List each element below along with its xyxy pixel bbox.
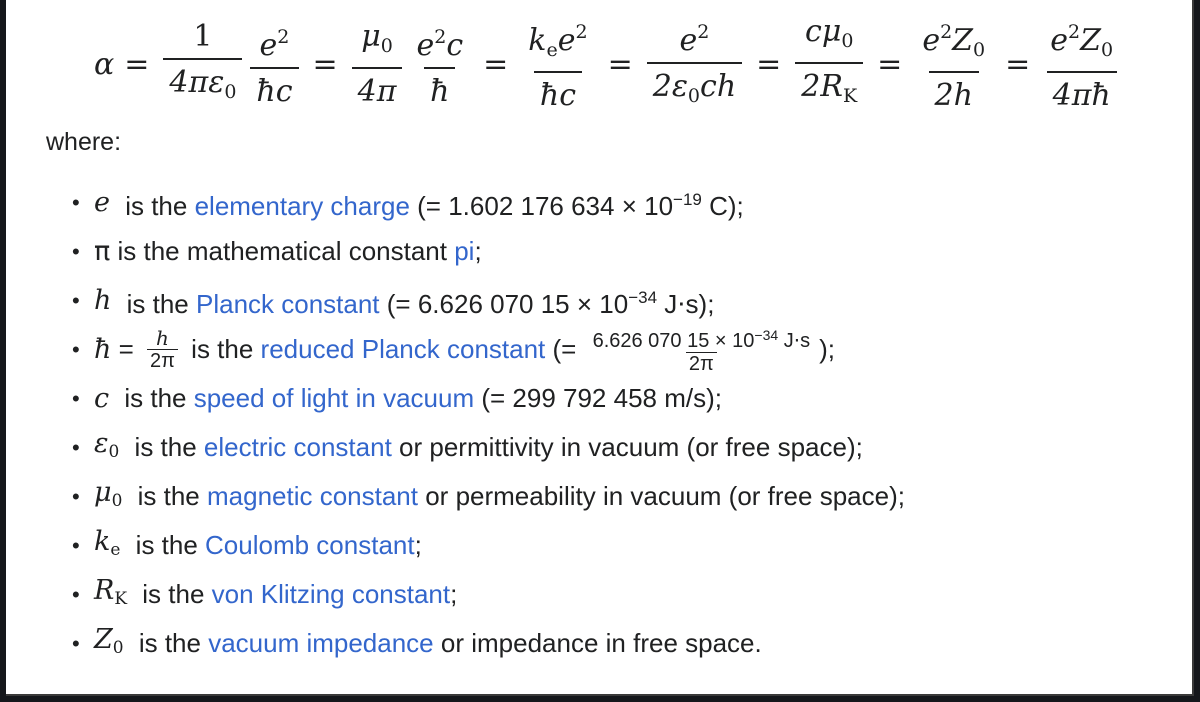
inline-fraction: $\frac{h}{2\pi}$: [147, 327, 178, 372]
list-item: • e is the elementary charge (= 1.602 176 $634 \times 10^{-19}$ C);: [72, 178, 905, 227]
symbol: c: [94, 383, 110, 414]
fine-structure-formula: [94, 14, 1123, 114]
symbol: h: [94, 285, 112, 316]
equals-sign: =: [607, 46, 633, 82]
fraction-1b: $\frac{e^2}{ħc}$: [250, 18, 298, 111]
fraction-6: $\frac{e^2Z_0}{2h}$: [922, 21, 986, 113]
fraction-5: $\frac{c\mu_0}{2R_K}$: [795, 13, 863, 115]
list-item: • π is the mathematical constant pi;: [72, 227, 905, 276]
equals-sign: =: [877, 46, 903, 82]
list-item: • $k_e$ is the Coulomb constant;: [72, 521, 905, 570]
list-item: • $Z_0$ is the vacuum impedance or impedance in free space.: [72, 619, 905, 668]
symbol: $k_e$: [94, 525, 121, 560]
definition-list: [72, 178, 905, 668]
equals-sign: =: [483, 46, 509, 82]
symbol: $\varepsilon_0$: [94, 427, 120, 462]
where-label: where:: [46, 128, 122, 156]
link-speed-of-light[interactable]: speed of light in vacuum: [193, 383, 475, 413]
fraction-1a: $\frac{1}{4\pi\varepsilon_0}$: [163, 18, 242, 111]
link-vacuum-impedance[interactable]: vacuum impedance: [208, 628, 434, 658]
link-elementary-charge[interactable]: elementary charge: [194, 190, 410, 221]
symbol: $\mu_0$: [94, 476, 123, 511]
document-panel: [6, 0, 1194, 696]
fraction-2a: $\frac{\mu_0}{4\pi}$: [352, 18, 403, 111]
equals-sign: =: [124, 46, 150, 82]
symbol: $Z_0$: [94, 623, 124, 658]
link-reduced-planck-constant[interactable]: reduced Planck constant: [260, 334, 546, 364]
list-item: • ħ = $\frac{h}{2\pi}$ is the reduced Planck constant (= $\frac{6.626 070 15 \times 10^{-34} J\cdot s}{2\pi}$ );: [72, 326, 835, 375]
link-pi[interactable]: pi: [454, 236, 475, 266]
equals-sign: =: [312, 46, 338, 82]
symbol: ħ: [94, 334, 112, 365]
link-electric-constant[interactable]: electric constant: [203, 432, 392, 462]
symbol: e: [94, 187, 110, 218]
equals-sign: =: [756, 46, 782, 82]
fraction-7: $\frac{e^2Z_0}{4\pi ħ}$: [1044, 13, 1119, 115]
list-item: • $R_K$ is the von Klitzing constant;: [72, 570, 905, 619]
link-von-klitzing-constant[interactable]: von Klitzing constant: [211, 579, 451, 609]
link-coulomb-constant[interactable]: Coulomb constant: [205, 530, 415, 560]
equals-sign: =: [1005, 46, 1031, 82]
list-item: • $\varepsilon_0$ is the electric constant or permittivity in vacuum (or free space);: [72, 423, 905, 472]
link-magnetic-constant[interactable]: magnetic constant: [206, 481, 418, 511]
fraction-4: $\frac{e^2}{2\varepsilon_0ch}$: [647, 13, 742, 115]
fraction-2b: $\frac{e^2c}{ħ}$: [416, 25, 464, 109]
fraction-3: $\frac{k_ee^2}{ħc}$: [528, 21, 588, 113]
formula-lhs: α: [94, 46, 115, 82]
list-item: • c is the speed of light in vacuum (= 299 792 458 m/s);: [72, 374, 905, 423]
list-item: • $\mu_0$ is the magnetic constant or permeability in vacuum (or free space);: [72, 472, 905, 521]
symbol: π: [94, 236, 111, 267]
symbol: $R_K$: [94, 574, 128, 609]
link-planck-constant[interactable]: Planck constant: [195, 288, 380, 319]
list-item: • h is the Planck constant (= 6.626 070 $15 \times 10^{-34}$ J⋅s);: [72, 276, 905, 325]
value-fraction: $\frac{6.626 070 15 \times 10^{-34} J\cdot s}{2\pi}$: [592, 327, 811, 375]
